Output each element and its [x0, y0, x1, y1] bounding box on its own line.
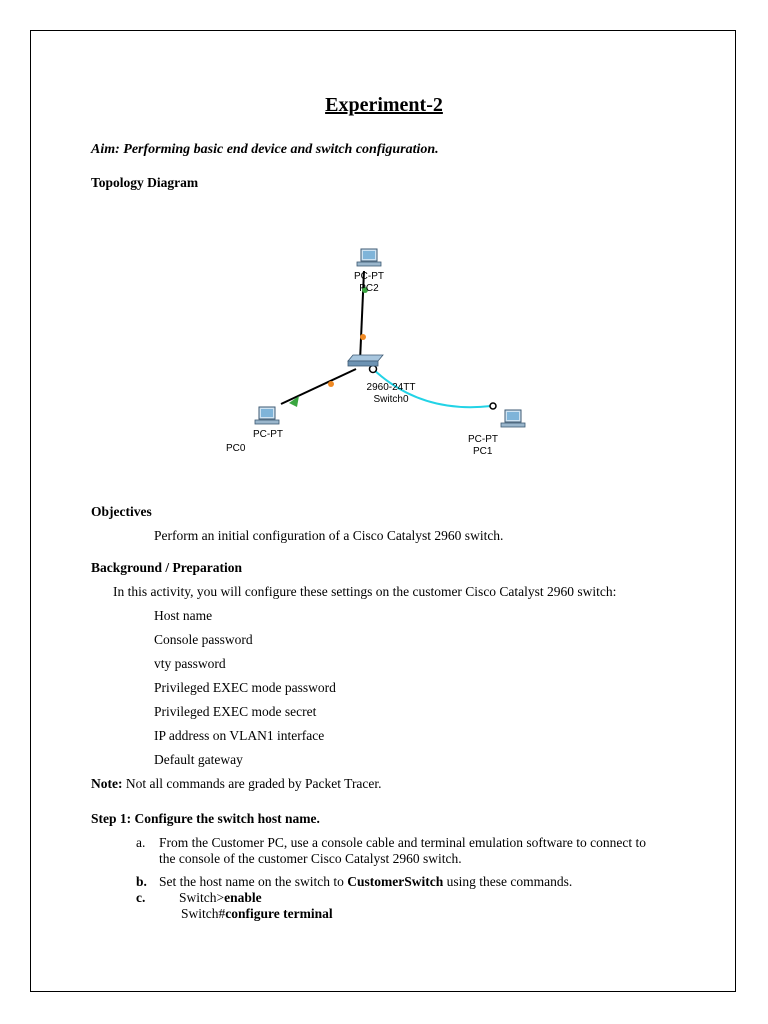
step-a-marker: a.	[136, 835, 146, 850]
page-title: Experiment-2	[325, 94, 443, 116]
switch-model-label: 2960-24TT	[366, 382, 416, 393]
step-b-marker: b.	[136, 874, 147, 889]
pc0-icon[interactable]	[255, 407, 279, 424]
document-page	[30, 30, 736, 992]
topology-heading: Topology Diagram	[91, 175, 199, 190]
command-line-1	[179, 890, 262, 906]
topology-diagram	[191, 209, 531, 439]
link-endpoint	[490, 403, 496, 409]
step-b-suffix: using these commands.	[443, 874, 573, 889]
command-prompt: Switch>	[179, 890, 225, 905]
link-endpoint	[370, 366, 377, 373]
list-item: Privileged EXEC mode password	[154, 680, 336, 695]
pc0-name-label: PC0	[226, 443, 246, 454]
aim-text: Aim: Performing basic end device and switch configuration.	[91, 142, 439, 157]
pc0-type-label: PC-PT	[253, 429, 283, 439]
step-b-hostname: CustomerSwitch	[347, 874, 444, 889]
step1-heading: Step 1: Configure the switch host name.	[91, 811, 320, 826]
pc1-icon[interactable]	[501, 410, 525, 427]
command-prompt: Switch#	[181, 906, 226, 921]
note-text: Not all commands are graded by Packet Tracer.	[122, 776, 382, 791]
background-intro: In this activity, you will configure these settings on the customer Cisco Catalyst 2960 switch:	[113, 584, 617, 599]
switch-icon[interactable]	[348, 355, 383, 366]
step-b-text	[159, 874, 572, 890]
pc1-type-label: PC-PT	[468, 434, 498, 445]
command-text: configure terminal	[225, 906, 333, 921]
list-item: vty password	[154, 656, 226, 671]
list-item: Default gateway	[154, 752, 243, 767]
pc1-name-label: PC1	[473, 446, 493, 457]
pc2-icon[interactable]	[357, 249, 381, 266]
objective-item: Perform an initial configuration of a Cisco Catalyst 2960 switch.	[154, 528, 504, 543]
link-light-orange	[328, 381, 334, 387]
link-pc0-switch	[281, 369, 356, 404]
note-paragraph	[91, 776, 382, 792]
command-line-2	[181, 906, 333, 922]
switch-name-label: Switch0	[373, 394, 409, 405]
list-item: Console password	[154, 632, 253, 647]
pc2-type-label: PC-PT	[354, 271, 384, 282]
step-a-line2: the console of the customer Cisco Catalyst 2960 switch.	[159, 851, 462, 866]
objectives-heading: Objectives	[91, 504, 152, 519]
note-label: Note:	[91, 776, 123, 791]
list-item: IP address on VLAN1 interface	[154, 728, 325, 743]
link-light-orange	[360, 334, 366, 340]
pc2-name-label: PC2	[359, 283, 379, 294]
list-item: Privileged EXEC mode secret	[154, 704, 317, 719]
command-text: enable	[224, 890, 262, 905]
step-c-marker: c.	[136, 890, 146, 905]
list-item: Host name	[154, 608, 213, 623]
background-heading: Background / Preparation	[91, 560, 243, 575]
step-b-prefix: Set the host name on the switch to	[159, 874, 348, 889]
step-a-line1: From the Customer PC, use a console cable and terminal emulation software to connect to	[159, 835, 647, 850]
